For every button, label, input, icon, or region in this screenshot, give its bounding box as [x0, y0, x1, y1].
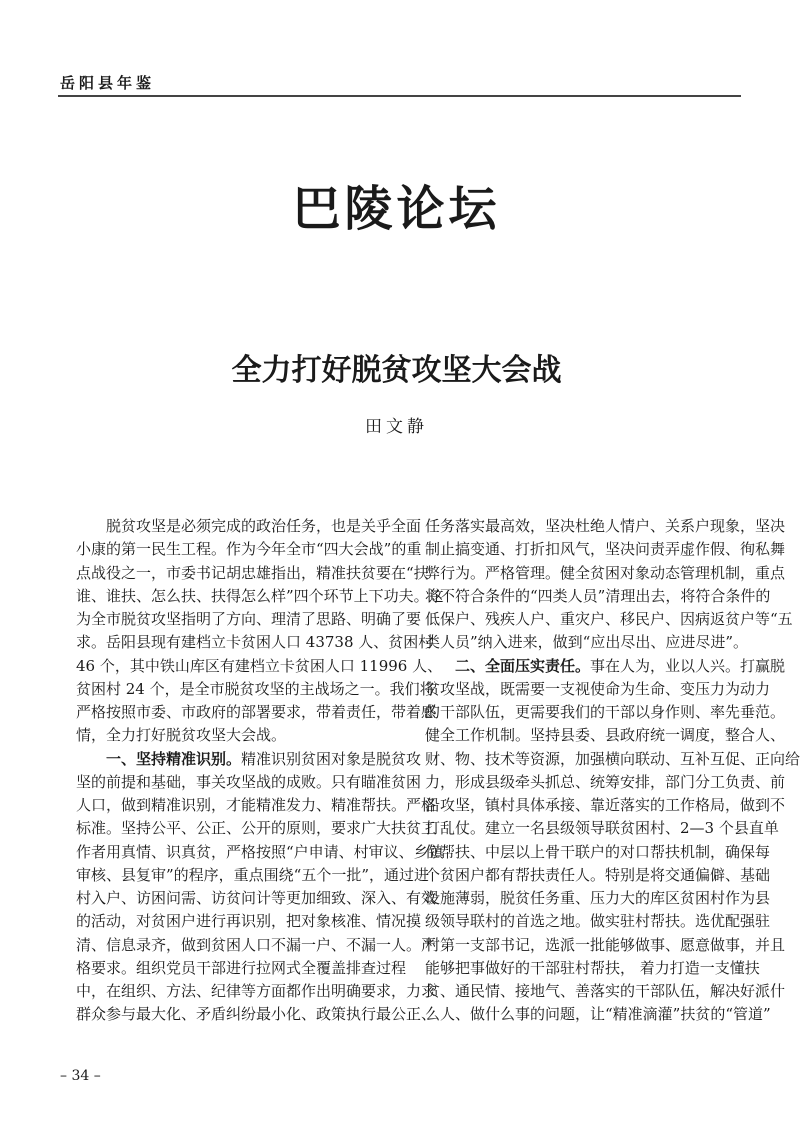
text-line [76, 934, 437, 957]
line-text: 人口，做到精准识别，才能精准发力、精准帮扶。严格 [76, 796, 437, 814]
line-text: 群众参与最大化、矛盾纠纷最小化、政策执行最公正、 [76, 1005, 437, 1024]
line-text: 为全市脱贫攻坚指明了方向、理清了思路、明确了要 [76, 610, 422, 628]
text-line [76, 841, 444, 864]
line-text: 清、信息录齐，做到贫困人口不漏一户、不漏一人。严 [76, 935, 437, 954]
text-line [76, 631, 434, 654]
text-line [425, 748, 800, 771]
line-text: 任务落实最高效，坚决杜绝人情户、关系户现象，坚决 [425, 517, 786, 535]
text-line [425, 631, 749, 654]
line-text: 格要求。组织党员干部进行拉网式全覆盖排查过程 [76, 958, 407, 977]
section-heading: 一、坚持精准识别。 [106, 749, 242, 768]
line-text: 村第一支部书记，选派一批能够做事、愿意做事，并且 [425, 935, 786, 954]
line-text: 事在人为，业以人兴。打赢脱 [590, 656, 786, 675]
text-line [76, 538, 422, 561]
text-line [425, 538, 786, 561]
line-text: 贫、通民情、接地气、善落实的干部队伍，解决好派什 [425, 982, 786, 1000]
section-title: 巴陵论坛 [292, 181, 501, 237]
header-rule [58, 95, 741, 97]
text-line [76, 748, 422, 771]
line-text: 小康的第一民生工程。作为今年全市“四大会战”的重 [76, 540, 422, 559]
text-line [76, 957, 407, 980]
text-line [425, 701, 786, 724]
page-number: – 34 – [60, 1068, 101, 1084]
text-line [425, 910, 771, 933]
line-text: 情，全力打好脱贫攻坚大会战。 [76, 726, 287, 745]
line-text: 级领导联村的首选之地。做实驻村帮扶。选优配强驻 [425, 912, 771, 931]
line-text: 能够把事做好的干部驻村帮扶， 着力打造一支懂扶 [425, 958, 760, 977]
line-text: 类人员”纳入进来，做到“应出尽出、应进尽进”。 [425, 633, 749, 652]
article-title: 全力打好脱贫攻坚大会战 [231, 353, 562, 388]
line-text: 财、物、技术等资源，加强横向联动、互补互促、正向给 [425, 749, 800, 768]
line-text: 点战役之一，市委书记胡忠雄指出，精准扶贫要在“扶 [76, 563, 429, 582]
line-text: 力，形成县级牵头抓总、统筹安排，部门分工负责、前 [425, 772, 786, 791]
text-line [425, 515, 786, 538]
text-line [76, 887, 437, 910]
text-line [76, 655, 443, 678]
line-text: 46 个，其中铁山库区有建档立卡贫困人口 11996 人、 [76, 656, 443, 675]
line-text: 精准识别贫困对象是脱贫攻 [241, 749, 422, 768]
text-line [425, 1003, 771, 1026]
text-line [76, 980, 437, 1003]
text-line [425, 585, 771, 608]
line-text: 将不符合条件的“四类人员”清理出去，将符合条件的 [425, 586, 771, 605]
line-text: 坚的前提和基础，事关攻坚战的成败。只有瞄准贫困 [76, 772, 422, 791]
text-line [425, 771, 786, 794]
line-text: 求。岳阳县现有建档立卡贫困人口 43738 人、贫困村 [76, 633, 434, 652]
line-text: 个贫困户都有帮扶责任人。特别是将交通偏僻、基础 [425, 865, 771, 884]
text-line [425, 678, 771, 701]
line-text: 的活动，对贫困户进行再识别，把对象核准、情况摸 [76, 912, 422, 931]
line-text: 贫攻坚战，既需要一支视使命为生命、变压力为动力 [425, 679, 771, 698]
text-line [76, 724, 386, 747]
text-line [76, 794, 437, 817]
text-line [425, 980, 786, 1003]
line-text: 谁、谁扶、怎么扶、扶得怎么样”四个环节上下功夫。这 [76, 586, 444, 605]
line-text: 弊行为。严格管理。健全贫困对象动态管理机制，重点 [425, 563, 786, 582]
line-text: 位帮扶、中层以上骨干联户的对口帮扶机制，确保每 [425, 842, 771, 861]
text-line [76, 864, 430, 887]
line-text: 贫困村 24 个，是全市脱贫攻坚的主战场之一。我们将 [76, 679, 435, 698]
running-header: 岳阳县年鉴 [60, 74, 156, 92]
text-line [425, 864, 771, 887]
text-line [76, 817, 437, 840]
line-text: 健全工作机制。坚持县委、县政府统一调度，整合人、 [425, 726, 786, 745]
line-text: 低保户、残疾人户、重灾户、移民户、因病返贫户等“五 [425, 610, 793, 628]
text-line [76, 678, 435, 701]
line-text: 严格按照市委、市政府的部署要求，带着责任，带着感 [76, 703, 437, 721]
text-line [76, 910, 422, 933]
text-line [425, 817, 779, 840]
line-text: 设施薄弱，脱贫任务重、压力大的库区贫困村作为县 [425, 889, 771, 907]
text-line [76, 608, 422, 631]
text-line [425, 887, 771, 910]
line-text: 审核、县复审”的程序，重点围绕“五个一批”，通过进 [76, 865, 430, 884]
text-line [76, 1003, 437, 1026]
line-text: 制止搞变通、打折扣风气，坚决问责弄虚作假、徇私舞 [425, 540, 786, 559]
line-text: 村入户、访困问需、访贫问计等更加细致、深入、有效 [76, 889, 437, 907]
line-text: 的干部队伍，更需要我们的干部以身作则、率先垂范。 [425, 703, 786, 721]
text-line [425, 562, 786, 585]
left-column [76, 515, 444, 1027]
line-text: 打乱仗。建立一名县级领导联贫困村、2—3 个县直单 [425, 819, 779, 838]
text-line [425, 934, 786, 957]
text-line [425, 794, 786, 817]
line-text: 么人、做什么事的问题，让“精准滴灌”扶贫的“管道” [425, 1005, 771, 1024]
text-line [76, 585, 444, 608]
text-line [425, 841, 771, 864]
text-line [425, 957, 760, 980]
right-column [425, 515, 800, 1027]
text-line [76, 701, 437, 724]
line-text: 作者用真情、识真贫，严格按照“户申请、村审议、乡镇 [76, 842, 444, 861]
text-line [425, 608, 793, 631]
text-line [76, 515, 422, 538]
section-heading: 二、全面压实责任。 [455, 656, 591, 675]
article-author: 田文静 [365, 417, 428, 437]
text-line [425, 724, 786, 747]
line-text: 脱贫攻坚是必须完成的政治任务，也是关乎全面 [106, 517, 422, 535]
text-line [76, 562, 429, 585]
text-line [76, 771, 422, 794]
line-text: 沿攻坚，镇村具体承接、靠近落实的工作格局，做到不 [425, 796, 786, 814]
line-text: 中，在组织、方法、纪律等方面都作出明确要求，力求 [76, 982, 437, 1000]
line-text: 标准。坚持公平、公正、公开的原则，要求广大扶贫工 [76, 819, 437, 838]
text-line [425, 655, 786, 678]
